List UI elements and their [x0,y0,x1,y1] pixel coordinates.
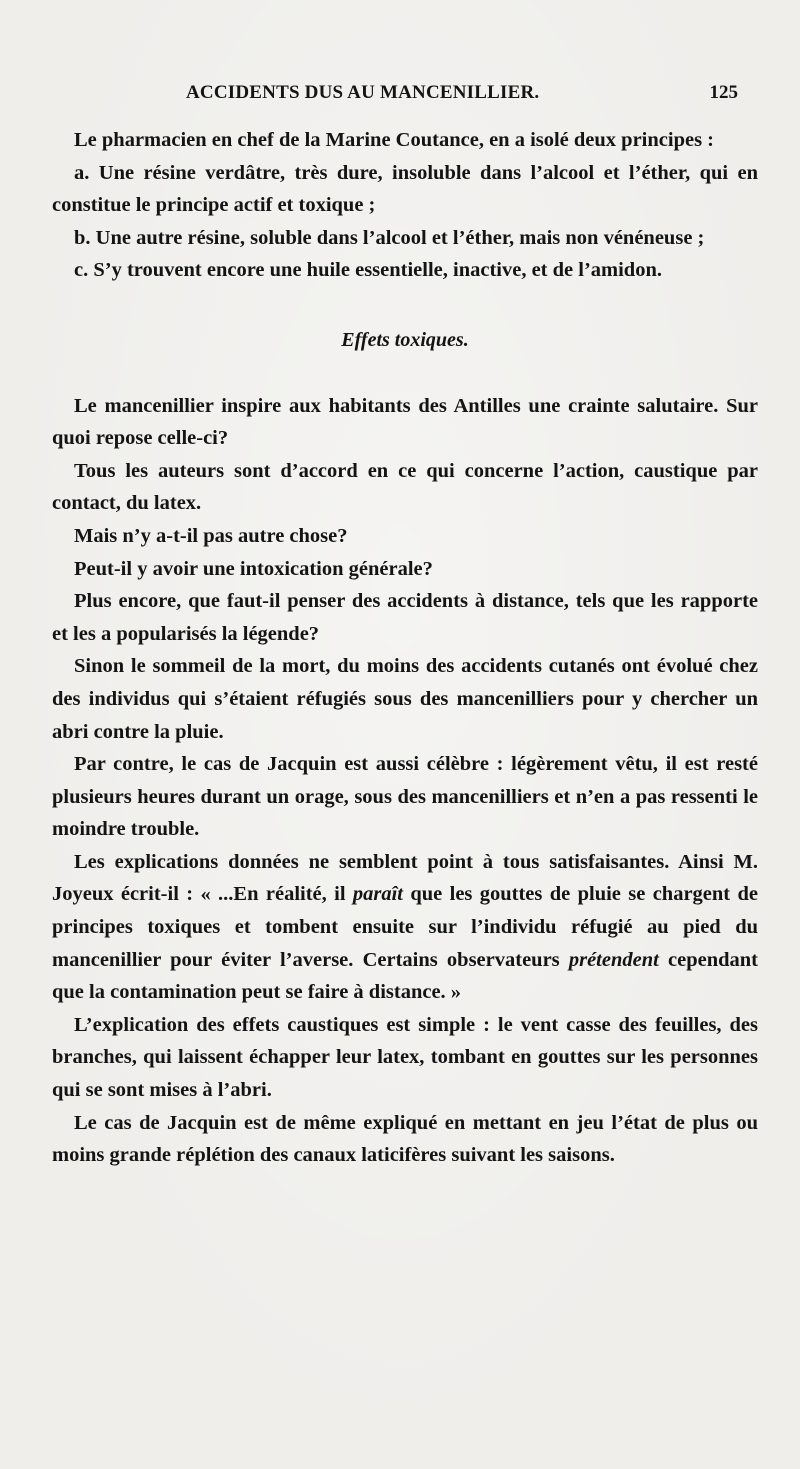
paragraph-distance: Plus encore, que faut-il penser des accidents à distance, tels que les rapporte et les a popularisés la légende? [52,590,758,645]
paragraph-intro: Le pharmacien en chef de la Marine Coutance, en a isolé deux principes : [74,129,715,151]
list-item-a: a. Une résine verdâtre, très dure, insoluble dans l’alcool et l’éther, qui en constitue le principe actif et toxique ; [52,161,758,217]
paragraph-explications [52,846,758,1009]
list-item-b: b. Une autre résine, soluble dans l’alcool et l’éther, mais non vénéneuse ; [74,226,705,249]
section-title: Effets toxiques. [341,328,469,351]
paragraph-jacquin: Par contre, le cas de Jacquin est aussi célèbre : légèrement vêtu, il est resté plusieurs heures durant un orage, sous des mancenilliers et n’en a pas ressenti le moindre trouble. [52,753,758,841]
paragraph-crainte: Le mancenillier inspire aux habitants des Antilles une crainte salutaire. Sur quoi repose celle-ci? [52,394,758,450]
paragraph-autre-chose: Mais n’y a-t-il pas autre chose? [74,524,348,547]
paragraph-intoxication: Peut-il y avoir une intoxication générale? [74,557,433,580]
explications-text-2: que les gouttes de pluie se chargent de principes toxiques et tombent ensuite sur l’individu réfugié au pied du mancenillier pour éviter l’averse. Certains observateurs [52,883,758,971]
page-body [52,124,758,1172]
paragraph-sommeil: Sinon le sommeil de la mort, du moins des accidents cutanés ont évolué chez des individus qui s’étaient réfugiés sous des mancenilliers pour y chercher un abri contre la pluie. [52,655,758,743]
running-head: ACCIDENTS DUS AU MANCENILLIER. [186,82,540,103]
page-header [58,82,738,112]
explications-text-1: Les explications données ne semblent point à tous satisfaisantes. Ainsi M. Joyeux écrit-il : « ...En réalité, il [52,850,758,906]
emphasis-parait: paraît [352,883,403,906]
paragraph-saisons: Le cas de Jacquin est de même expliqué en mettant en jeu l’état de plus ou moins grande réplétion des canaux laticifères suivant les saisons. [52,1111,758,1167]
list-item-c: c. S’y trouvent encore une huile essentielle, inactive, et de l’amidon. [74,259,662,282]
emphasis-pretendent: prétendent [568,948,659,971]
page-number: 125 [709,82,738,103]
paragraph-auteurs: Tous les auteurs sont d’accord en ce qui concerne l’action, caustique par contact, du latex. [52,459,758,515]
paragraph-caustiques: L’explication des effets caustiques est simple : le vent casse des feuilles, des branches, qui laissent échapper leur latex, tombant en gouttes sur les personnes qui se sont mises à l’abri. [52,1013,758,1102]
explications-text-3: cependant que la contamination peut se faire à distance. » [52,948,758,1004]
